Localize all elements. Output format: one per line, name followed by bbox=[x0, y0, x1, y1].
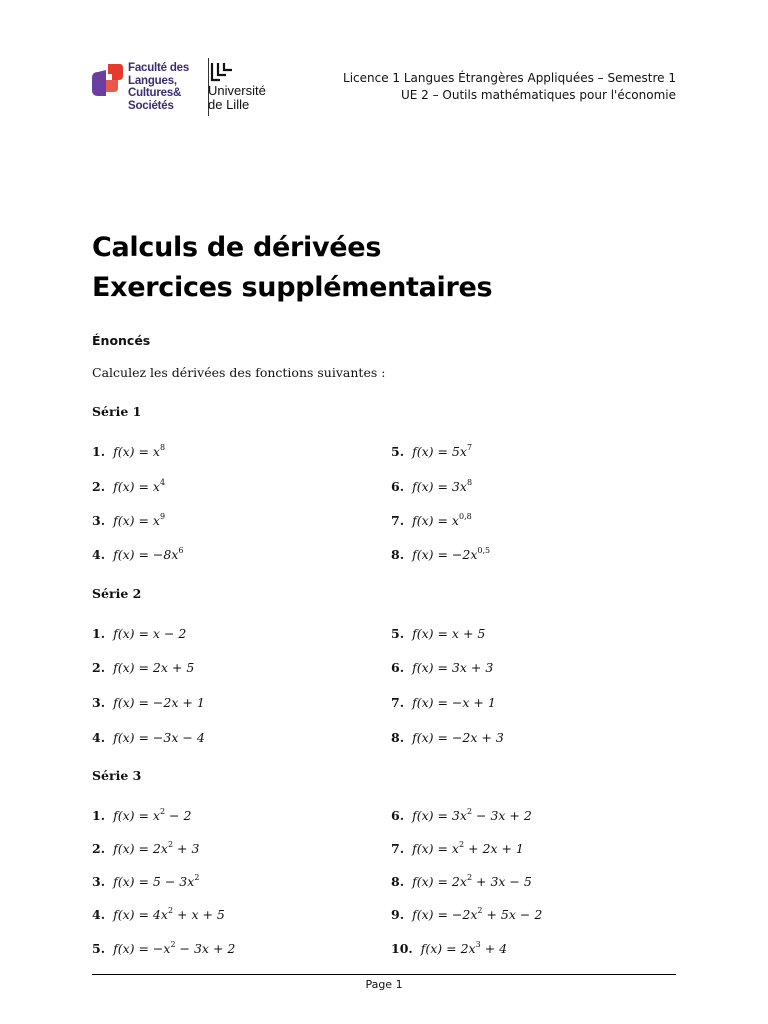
function-lhs: f(x) = bbox=[113, 626, 153, 641]
header-logos bbox=[90, 58, 290, 118]
function-base: 5x bbox=[451, 444, 467, 459]
faculty-logo-icon bbox=[90, 62, 124, 98]
exercise-item bbox=[92, 513, 165, 528]
function-exponent: 2 bbox=[170, 940, 176, 949]
exercise-number: 7. bbox=[391, 513, 405, 528]
function-base: −2x + 1 bbox=[152, 695, 205, 710]
exercise-number: 4. bbox=[92, 547, 106, 562]
exercise-item bbox=[92, 730, 205, 745]
function-lhs: f(x) = bbox=[113, 695, 153, 710]
function-exponent: 2 bbox=[477, 906, 483, 915]
function-base: 3x bbox=[451, 479, 467, 494]
exercise-item bbox=[391, 513, 472, 528]
function-base: 2x bbox=[451, 874, 467, 889]
section-heading: Énoncés bbox=[92, 333, 151, 348]
exercise-number: 4. bbox=[92, 730, 106, 745]
exercise-item bbox=[391, 941, 507, 956]
footer-divider bbox=[92, 974, 676, 975]
function-base: −3x − 4 bbox=[152, 730, 205, 745]
exercise-item bbox=[391, 479, 472, 494]
function-lhs: f(x) = bbox=[113, 841, 153, 856]
function-lhs: f(x) = bbox=[113, 660, 153, 675]
function-exponent: 4 bbox=[159, 478, 166, 487]
exercise-number: 7. bbox=[391, 695, 405, 710]
function-lhs: f(x) = bbox=[412, 547, 452, 562]
function-lhs: f(x) = bbox=[113, 730, 153, 745]
exercise-number: 1. bbox=[92, 626, 106, 641]
function-lhs: f(x) = bbox=[412, 479, 452, 494]
exercise-item bbox=[391, 660, 493, 675]
exercise-number: 2. bbox=[92, 660, 106, 675]
exercise-item bbox=[391, 547, 490, 562]
function-base: −x + 1 bbox=[451, 695, 496, 710]
function-lhs: f(x) = bbox=[113, 444, 153, 459]
course-info bbox=[343, 70, 676, 104]
function-rest: − 3x + 2 bbox=[472, 808, 532, 823]
faculty-name: Faculté des Langues, Cultures& Sociétés bbox=[128, 62, 190, 112]
function-rest: + 4 bbox=[480, 941, 508, 956]
function-exponent: 6 bbox=[178, 546, 184, 555]
function-lhs: f(x) = bbox=[113, 513, 153, 528]
function-rest: + 3x − 5 bbox=[472, 874, 532, 889]
function-lhs: f(x) = bbox=[412, 513, 452, 528]
function-exponent: 7 bbox=[466, 443, 473, 452]
page-title: Calculs de dérivées Exercices supplémentaires bbox=[92, 232, 493, 303]
exercise-item bbox=[92, 444, 165, 459]
exercise-number: 5. bbox=[92, 941, 106, 956]
exercise-item bbox=[391, 907, 542, 922]
function-base: x bbox=[152, 513, 160, 528]
exercise-number: 10. bbox=[391, 941, 413, 956]
function-lhs: f(x) = bbox=[412, 907, 452, 922]
function-lhs: f(x) = bbox=[113, 808, 153, 823]
exercise-number: 8. bbox=[391, 547, 405, 562]
function-exponent: 0,8 bbox=[458, 512, 472, 521]
function-lhs: f(x) = bbox=[420, 941, 461, 956]
function-base: x bbox=[152, 808, 160, 823]
function-base: x bbox=[152, 479, 160, 494]
function-base: 4x bbox=[152, 907, 168, 922]
function-exponent: 8 bbox=[159, 443, 166, 452]
function-exponent: 2 bbox=[167, 840, 174, 849]
exercise-number: 9. bbox=[391, 907, 405, 922]
exercise-number: 6. bbox=[391, 479, 405, 494]
function-base: −2x bbox=[451, 907, 478, 922]
exercise-item bbox=[92, 479, 165, 494]
function-exponent: 0,5 bbox=[477, 546, 491, 555]
exercise-number: 4. bbox=[92, 907, 106, 922]
function-lhs: f(x) = bbox=[412, 841, 452, 856]
function-exponent: 3 bbox=[475, 940, 481, 949]
exercise-number: 3. bbox=[92, 513, 106, 528]
exercise-number: 1. bbox=[92, 444, 106, 459]
exercise-number: 3. bbox=[92, 874, 106, 889]
university-name: Université de Lille bbox=[208, 83, 266, 112]
exercise-item bbox=[92, 547, 184, 562]
exercise-number: 3. bbox=[92, 695, 106, 710]
function-exponent: 2 bbox=[466, 807, 473, 816]
function-lhs: f(x) = bbox=[113, 941, 153, 956]
serie-title: Série 1 bbox=[92, 404, 142, 419]
function-lhs: f(x) = bbox=[412, 808, 452, 823]
instruction: Calculez les dérivées des fonctions suivantes : bbox=[92, 365, 386, 380]
exercise-number: 6. bbox=[391, 808, 405, 823]
function-lhs: f(x) = bbox=[113, 479, 153, 494]
exercise-item bbox=[391, 841, 524, 856]
function-base: −x bbox=[152, 941, 171, 956]
exercise-item bbox=[391, 808, 532, 823]
function-lhs: f(x) = bbox=[113, 907, 153, 922]
function-exponent: 2 bbox=[167, 906, 174, 915]
function-base: −2x + 3 bbox=[451, 730, 504, 745]
function-exponent: 9 bbox=[159, 512, 166, 521]
exercise-item bbox=[92, 808, 191, 823]
function-lhs: f(x) = bbox=[412, 626, 452, 641]
function-lhs: f(x) = bbox=[412, 695, 452, 710]
function-base: −8x bbox=[152, 547, 179, 562]
function-lhs: f(x) = bbox=[412, 444, 452, 459]
exercise-number: 8. bbox=[391, 874, 405, 889]
exercise-number: 1. bbox=[92, 808, 106, 823]
function-rest: + 3 bbox=[173, 841, 200, 856]
page-number: Page 1 bbox=[365, 978, 403, 991]
exercise-item bbox=[391, 626, 485, 641]
function-rest: + x + 5 bbox=[173, 907, 225, 922]
function-base: x bbox=[451, 841, 459, 856]
function-base: −2x bbox=[451, 547, 478, 562]
function-base: x − 2 bbox=[152, 626, 187, 641]
function-base: 5 − 3x bbox=[152, 874, 195, 889]
function-rest: + 5x − 2 bbox=[482, 907, 543, 922]
function-rest: + 2x + 1 bbox=[464, 841, 524, 856]
course-line-1: Licence 1 Langues Étrangères Appliquées – Semestre 1 bbox=[343, 71, 676, 85]
exercise-item bbox=[391, 730, 504, 745]
function-exponent: 8 bbox=[466, 478, 473, 487]
function-base: x bbox=[152, 444, 160, 459]
exercise-item bbox=[391, 444, 472, 459]
exercise-item bbox=[92, 660, 194, 675]
function-base: x bbox=[451, 513, 459, 528]
exercise-number: 5. bbox=[391, 626, 405, 641]
exercise-item bbox=[92, 695, 205, 710]
exercise-number: 5. bbox=[391, 444, 405, 459]
exercise-item bbox=[92, 941, 235, 956]
function-base: 2x bbox=[152, 841, 168, 856]
function-rest: − 2 bbox=[165, 808, 192, 823]
function-exponent: 2 bbox=[194, 873, 200, 882]
exercise-item bbox=[92, 841, 199, 856]
exercise-number: 8. bbox=[391, 730, 405, 745]
exercise-item bbox=[92, 626, 186, 641]
exercise-item bbox=[92, 874, 199, 889]
function-lhs: f(x) = bbox=[113, 874, 153, 889]
exercise-item bbox=[92, 907, 225, 922]
exercise-number: 6. bbox=[391, 660, 405, 675]
function-exponent: 2 bbox=[458, 840, 465, 849]
function-lhs: f(x) = bbox=[412, 730, 452, 745]
serie-title: Série 2 bbox=[92, 586, 142, 601]
function-base: 3x bbox=[451, 808, 467, 823]
course-line-2: UE 2 – Outils mathématiques pour l'économie bbox=[400, 88, 676, 102]
function-exponent: 2 bbox=[466, 873, 473, 882]
function-base: 3x + 3 bbox=[451, 660, 494, 675]
serie-title: Série 3 bbox=[92, 768, 142, 783]
function-lhs: f(x) = bbox=[412, 874, 452, 889]
function-base: x + 5 bbox=[451, 626, 486, 641]
exercise-item bbox=[391, 695, 496, 710]
exercise-number: 7. bbox=[391, 841, 405, 856]
function-base: 2x + 5 bbox=[152, 660, 195, 675]
function-exponent: 2 bbox=[159, 807, 166, 816]
exercise-number: 2. bbox=[92, 479, 106, 494]
function-lhs: f(x) = bbox=[113, 547, 153, 562]
function-rest: − 3x + 2 bbox=[175, 941, 236, 956]
function-base: 2x bbox=[460, 941, 476, 956]
exercise-number: 2. bbox=[92, 841, 106, 856]
function-lhs: f(x) = bbox=[412, 660, 452, 675]
exercise-item bbox=[391, 874, 532, 889]
university-logo-icon bbox=[210, 62, 236, 84]
